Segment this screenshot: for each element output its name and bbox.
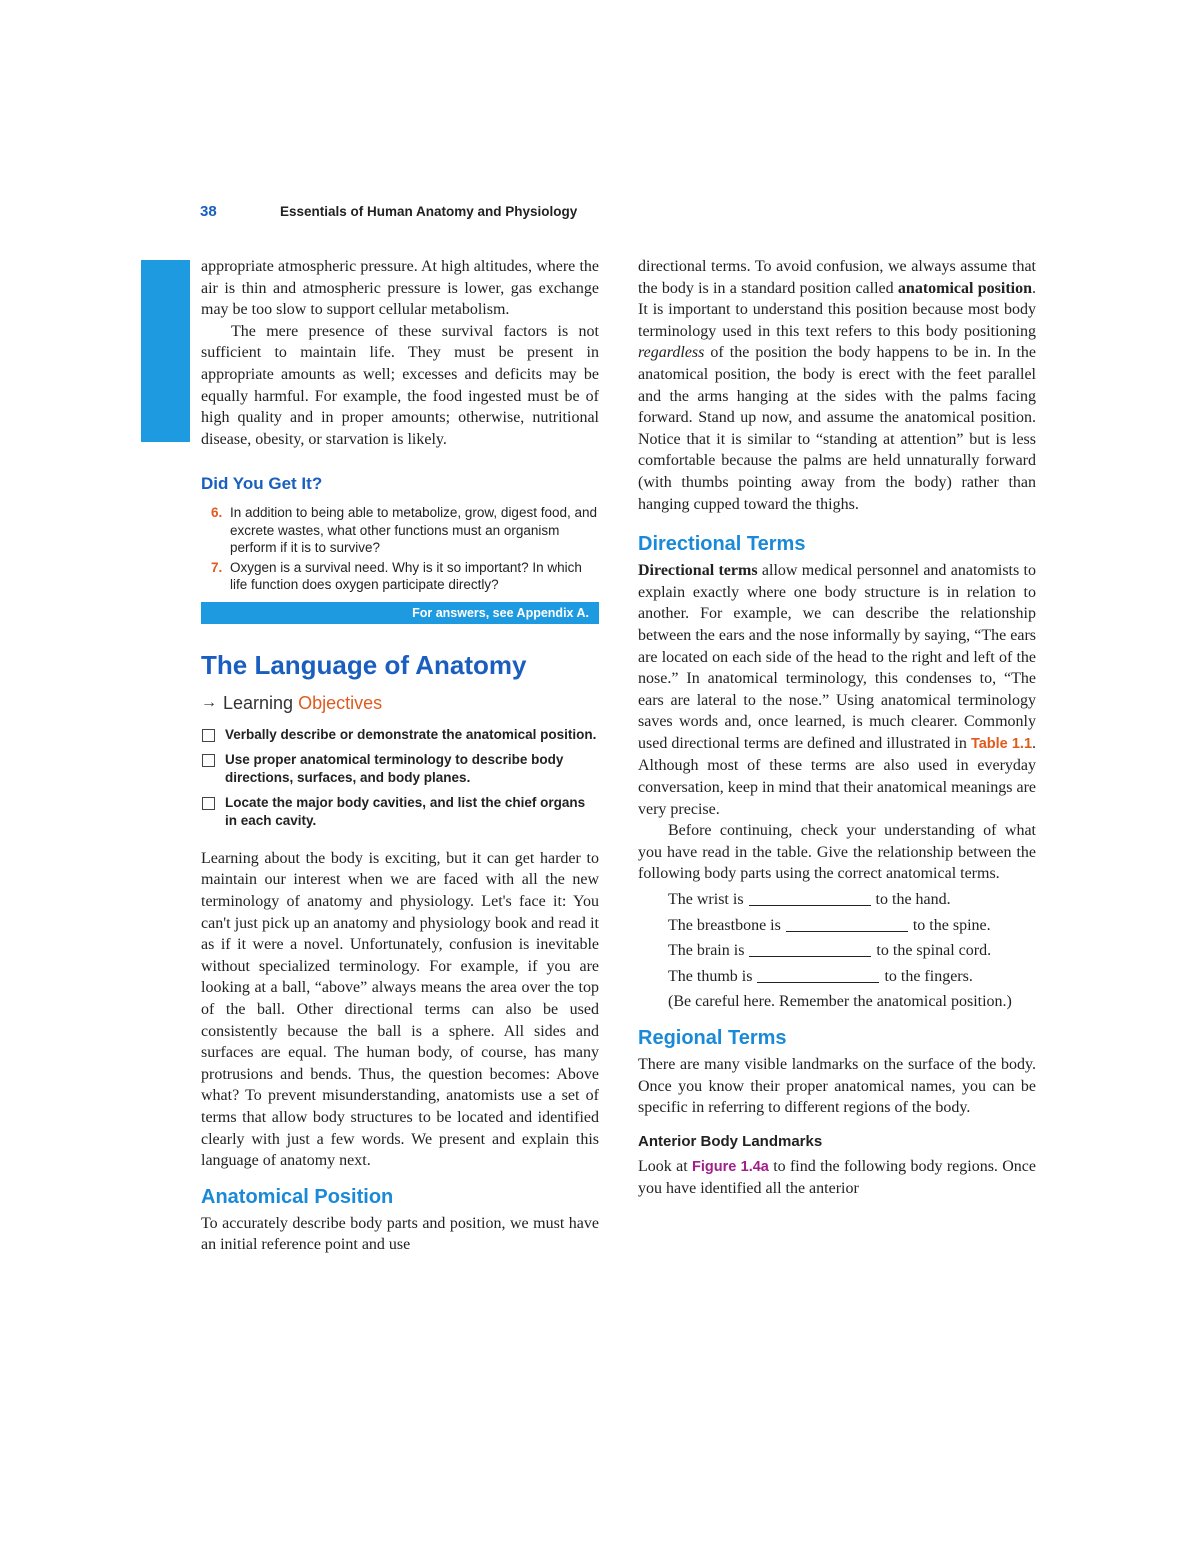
anterior-landmarks-text [638,1156,1036,1200]
text-run: to find the following body regions. Once you have identified all the anterior [638,1157,1037,1198]
question-item [211,559,599,594]
question-text: In addition to being able to metabolize, grow, digest food, and excrete wastes, what other functions must an organism perform if it is to survive? [230,505,598,556]
fill-in-blank [757,966,879,983]
learning-objectives-word2: Objectives [298,692,383,713]
fill-in-after: to the hand. [875,891,951,909]
fill-in-note: (Be careful here. Remember the anatomical position.) [668,993,1012,1011]
directional-terms-paragraph-2: Before continuing, check your understanding of what you have read in the table. Give the relationship between the following body parts using the correct anatomical terms. [638,822,1036,883]
regional-terms-text: There are many visible landmarks on the surface of the body. Once you know their proper anatomical names, you can be specific in referring to different regions of the body. [638,1056,1036,1117]
objective-checkbox[interactable] [202,729,215,742]
side-color-bar [141,260,190,442]
term-directional-terms: Directional terms [638,562,758,580]
answers-note-bar: For answers, see Appendix A. [201,602,599,624]
anterior-landmarks-heading: Anterior Body Landmarks [638,1132,823,1150]
anatomical-position-heading: Anatomical Position [201,1185,394,1208]
regional-terms-heading: Regional Terms [638,1027,787,1049]
fill-in-blank [786,915,908,932]
left-paragraph-2: The mere presence of these survival factors is not sufficient to maintain life. They must be present in appropriate amounts as well; excesses and deficits may be equally harmful. For example, the food ingested must be of high quality and in proper amounts; otherwise, nutritional disease, obesity, or starvation is likely. [201,322,599,448]
right-column [638,256,1036,1200]
fill-in-row [668,940,1036,962]
learning-objectives-word1: Learning [223,692,294,713]
table-link[interactable]: Table 1.1 [970,735,1033,752]
anatomical-position-text: To accurately describe body parts and position, we must have an initial reference point and use [201,1214,599,1254]
question-item [211,504,599,557]
figure-link[interactable]: Figure 1.4a [691,1158,769,1175]
fill-in-after: to the spinal cord. [876,942,992,960]
objective-checkbox[interactable] [202,797,215,810]
fill-in-before: The thumb is [668,967,753,985]
text-run: allow medical personnel and anatomists to explain exactly where one body structure is in relation to another. For example, we can describe the relationship between the ears and the nose informally by saying, “The ears are located on each side of the head to the right and left of the nose.” In anatomical terminology, this condenses to, “The ears are lateral to the nose.” Using anatomical terminology saves words and, once learned, is much clearer. Commonly used directional terms are defined and illustrated in [638,562,1036,752]
did-you-get-it-title: Did You Get It? [201,474,323,494]
objective-text: Locate the major body cavities, and list the chief organs in each cavity. [225,794,586,828]
fill-in-row [668,915,1036,937]
text-run: . Although most of these terms are also used in everyday conversation, keep in mind that their anatomical meanings are very precise. [638,734,1037,818]
question-text: Oxygen is a survival need. Why is it so important? In which life function does oxygen participate directly? [230,559,582,593]
left-paragraph-3: Learning about the body is exciting, but it can get harder to maintain our interest when we are faced with all the new terminology of anatomy and physiology. Let's face it: You can't just pick up an anatomy and physiology book and read it as if it were a novel. Unfortunately, confusion is inevitable without specialized terminology. For example, if you are looking at a ball, “above” always means the area over the top of the ball. Other directional terms can also be used consistently because the ball is a sphere. All sides and surfaces are equal. The human body, of course, has many protrusions and bends. Thus, the question becomes: Above what? To prevent misunderstanding, anatomists use a set of terms that allow body structures to be located and identified clearly with just a few words. We present and explain this language of anatomy next. [201,849,599,1170]
question-number: 6. [211,505,223,521]
fill-in-row [668,889,1036,911]
arrow-right-icon: → [201,694,217,712]
text-run: Look at [638,1157,692,1175]
text-run: . It is important to understand this position because most body terminology used in this text refers to this body positioning [638,279,1036,340]
fill-in-row [668,966,1036,988]
page-header [200,200,577,222]
fill-in-before: The brain is [668,942,745,960]
book-title: Essentials of Human Anatomy and Physiology [280,203,578,219]
term-anatomical-position: anatomical position [897,279,1032,297]
directional-terms-paragraph [638,560,1036,820]
objective-item [201,794,599,830]
emphasis-regardless: regardless [638,344,705,362]
objective-item [201,726,599,744]
page-number: 38 [200,202,217,220]
directional-terms-heading: Directional Terms [638,533,806,556]
fill-in-blank [749,889,871,906]
left-paragraph-1: appropriate atmospheric pressure. At high altitudes, where the air is thin and atmospheric pressure is lower, gas exchange may be too slow to support cellular metabolism. [201,258,599,319]
fill-in-after: to the spine. [912,916,991,934]
fill-in-before: The breastbone is [668,916,781,934]
question-number: 7. [211,559,223,575]
right-paragraph-1 [638,256,1036,515]
fill-in-before: The wrist is [668,891,744,909]
objective-text: Use proper anatomical terminology to describe body directions, surfaces, and body planes. [225,751,564,785]
objective-checkbox[interactable] [202,754,215,767]
section-title: The Language of Anatomy [201,649,527,680]
fill-in-after: to the fingers. [884,967,973,985]
learning-objectives-heading [201,693,599,714]
objective-text: Verbally describe or demonstrate the anatomical position. [225,726,597,742]
fill-in-blank [749,940,871,957]
text-run: of the position the body happens to be in. In the anatomical position, the body is erect with the feet parallel and the arms hanging at the sides with the palms facing forward. Stand up now, and assume the anatomical position. Notice that it is similar to “standing at attention” but is less comfortable because the palms are held unnaturally forward (with thumbs pointing away from the body) rather than hanging cupped toward the thighs. [638,344,1036,513]
text-run: directional terms. To avoid confusion, we always assume that the body is in a standard position called [638,258,1036,297]
objective-item [201,751,599,787]
left-column [201,256,599,1256]
